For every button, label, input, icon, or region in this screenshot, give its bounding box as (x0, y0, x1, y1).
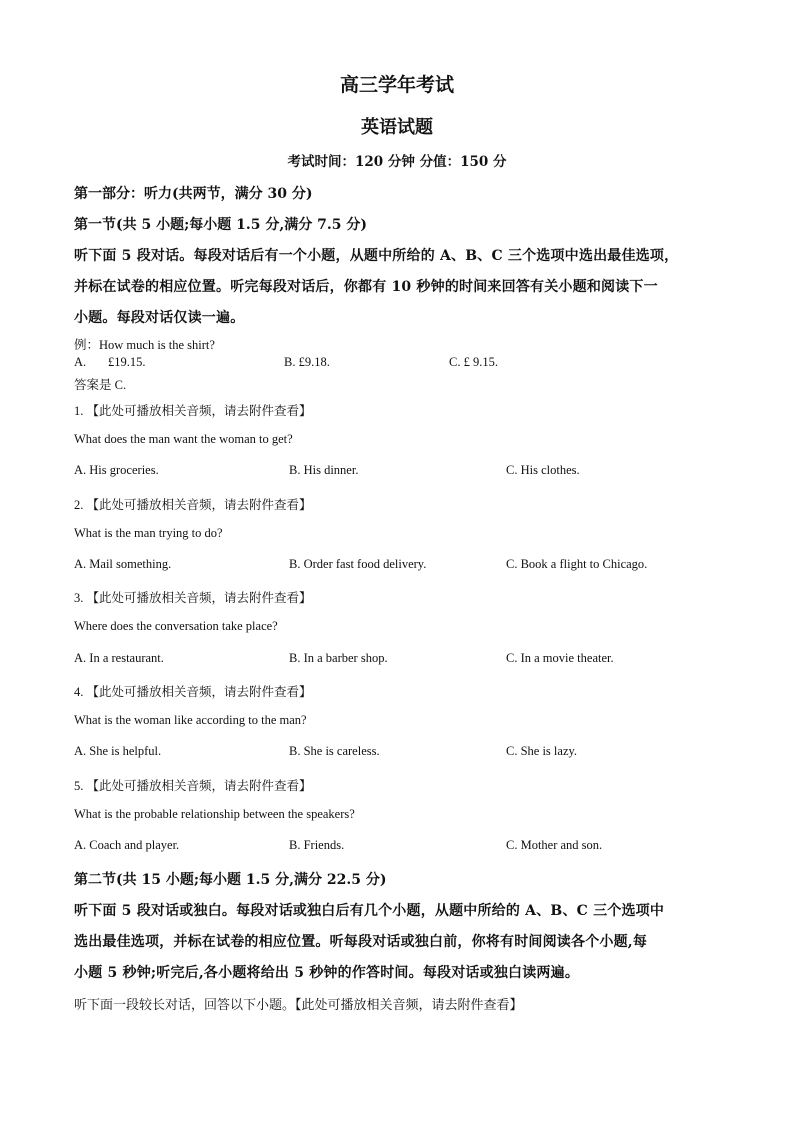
question-audio-line (74, 776, 312, 794)
exam-info: 考试时间：120 分钟 分值：150 分 (287, 154, 507, 170)
example-answer: 答案是 C. (74, 378, 127, 392)
example-option-a: A. £19.15. (74, 355, 146, 369)
question-audio-line (74, 682, 312, 700)
option-b: B. In a barber shop. (289, 651, 388, 665)
question-text: What is the probable relationship between the speakers? (74, 807, 355, 821)
question-audio-line (74, 495, 312, 513)
section1-heading: 第一节(共 5 小题;每小题 1.5 分,满分 7.5 分) (74, 217, 367, 233)
question-number: 4. (74, 685, 84, 699)
audio-note-link[interactable]: 【此处可播放相关音频，请去附件查看】 (86, 591, 312, 605)
option-c: C. His clothes. (506, 463, 580, 477)
section2-instruction-line: 选出最佳选项，并标在试卷的相应位置。听每段对话或独白前，你将有时间阅读各个小题,每 (74, 934, 648, 950)
exam-title: 高三学年考试 (339, 74, 454, 96)
option-b: B. His dinner. (289, 463, 359, 477)
subject-title: 英语试题 (361, 117, 433, 138)
option-a: A. In a restaurant. (74, 651, 164, 665)
option-a: A. Coach and player. (74, 838, 180, 852)
question-audio-line (74, 401, 312, 419)
option-a: A. His groceries. (74, 463, 159, 477)
section1-instruction-line: 小题。每段对话仅读一遍。 (74, 310, 245, 326)
option-c: C. She is lazy. (506, 744, 578, 758)
section2-lead: 听下面一段较长对话，回答以下小题。【此处可播放相关音频，请去附件查看】 (74, 997, 523, 1012)
question-audio-line (74, 588, 312, 606)
section2-instruction-line: 小题 5 秒钟;听完后,各小题将给出 5 秒钟的作答时间。每段对话或独白读两遍。 (74, 965, 580, 981)
question-text: Where does the conversation take place? (74, 619, 278, 633)
section2-heading: 第二节(共 15 小题;每小题 1.5 分,满分 22.5 分) (74, 872, 387, 888)
example-question: 例：How much is the shirt? (74, 338, 215, 352)
option-a: A. She is helpful. (74, 744, 162, 758)
option-c: C. Book a flight to Chicago. (506, 557, 648, 571)
section1-instruction-line: 并标在试卷的相应位置。听完每段对话后，你都有 10 秒钟的时间来回答有关小题和阅读下一 (74, 279, 658, 295)
section1-instruction-line: 听下面 5 段对话。每段对话后有一个小题，从题中所给的 A、B、C 三个选项中选出最佳选项， (74, 248, 679, 264)
question-text: What is the woman like according to the man? (74, 713, 307, 727)
part1-heading: 第一部分：听力(共两节，满分 30 分) (74, 186, 313, 202)
option-b: B. Order fast food delivery. (289, 557, 427, 571)
option-b: B. She is careless. (289, 744, 380, 758)
option-b: B. Friends. (289, 838, 345, 852)
audio-note-link[interactable]: 【此处可播放相关音频，请去附件查看】 (86, 779, 312, 793)
option-c: C. Mother and son. (506, 838, 603, 852)
option-c: C. In a movie theater. (506, 651, 614, 665)
question-number: 2. (74, 498, 84, 512)
audio-note-link[interactable]: 【此处可播放相关音频，请去附件查看】 (86, 685, 312, 699)
example-option-b: B. £9.18. (284, 355, 330, 369)
question-text: What does the man want the woman to get? (74, 432, 293, 446)
question-number: 3. (74, 591, 84, 605)
example-option-c: C. £ 9.15. (449, 355, 498, 369)
question-number: 1. (74, 404, 84, 418)
section2-instruction-line: 听下面 5 段对话或独白。每段对话或独白后有几个小题，从题中所给的 A、B、C 三个选项中 (74, 903, 665, 919)
audio-note-link[interactable]: 【此处可播放相关音频，请去附件查看】 (86, 404, 312, 418)
question-number: 5. (74, 779, 84, 793)
option-a: A. Mail something. (74, 557, 172, 571)
question-text: What is the man trying to do? (74, 526, 223, 540)
audio-note-link[interactable]: 【此处可播放相关音频，请去附件查看】 (86, 498, 312, 512)
